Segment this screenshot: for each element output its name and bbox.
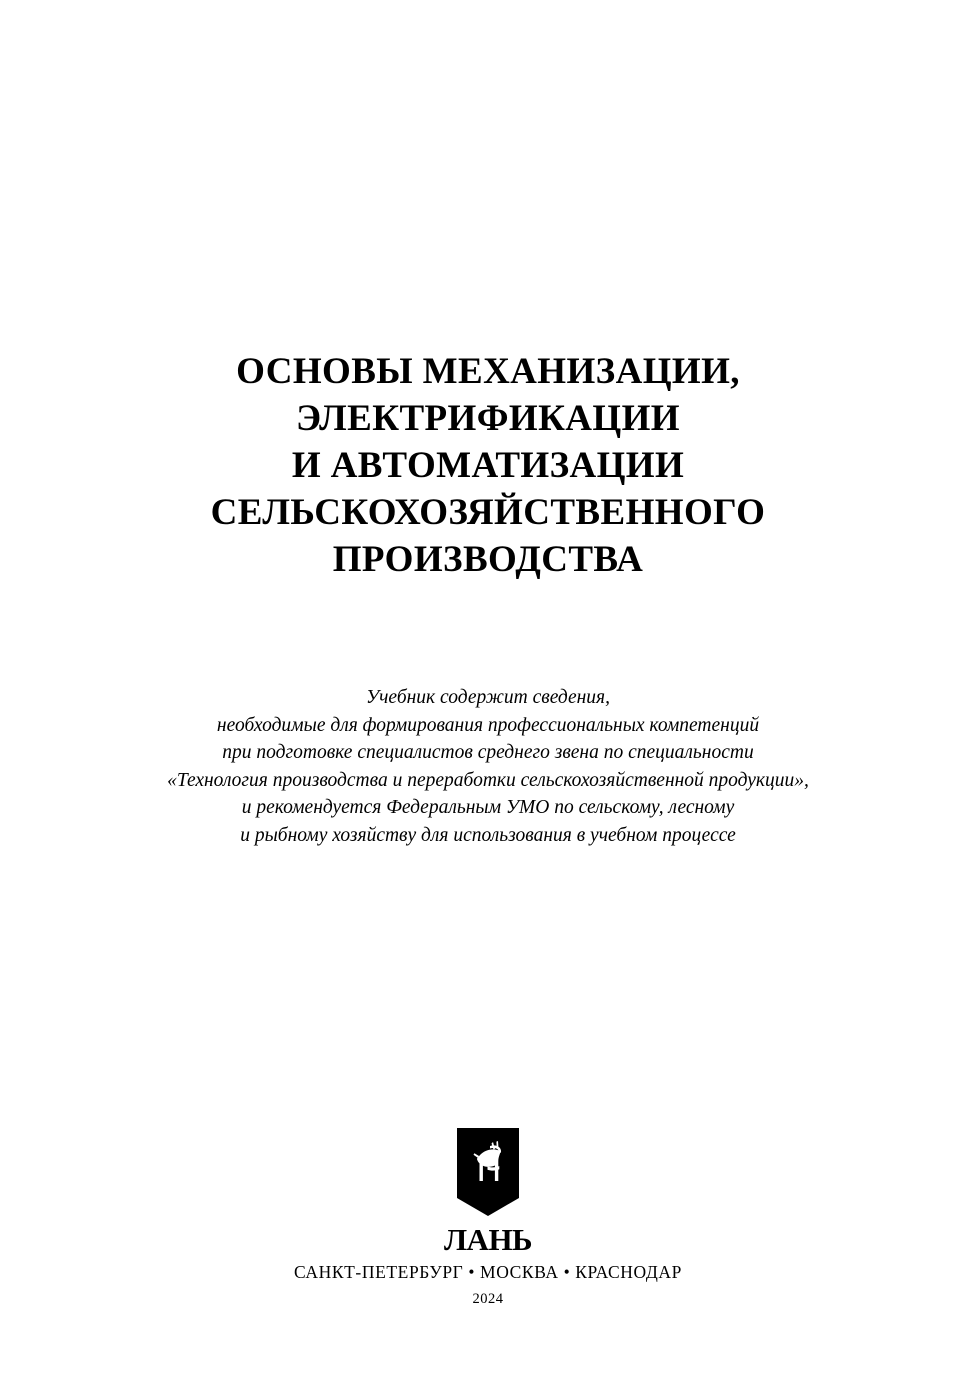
lan-deer-logo-icon — [457, 1128, 519, 1216]
annotation-line-6: и рыбному хозяйству для использования в учебном процессе — [240, 824, 736, 846]
annotation-line-2: необходимые для формирования профессиональных компетенций — [216, 714, 760, 736]
publication-year: 2024 — [472, 1291, 504, 1307]
title-line-2: ЭЛЕКТРИФИКАЦИИ — [296, 398, 680, 439]
title-line-4: СЕЛЬСКОХОЗЯЙСТВЕННОГО — [210, 492, 766, 533]
title-line-5: ПРОИЗВОДСТВА — [332, 539, 644, 580]
annotation — [0, 684, 976, 849]
title-line-1: ОСНОВЫ МЕХАНИЗАЦИИ, — [236, 351, 740, 392]
title-line-3: И АВТОМАТИЗАЦИИ — [291, 445, 685, 486]
publisher-logo — [0, 1128, 976, 1257]
annotation-line-5: и рекомендуется Федеральным УМО по сельскому, лесному — [241, 797, 735, 818]
publisher-name: ЛАНЬ — [443, 1222, 533, 1257]
annotation-line-3: при подготовке специалистов среднего звена по специальности — [222, 742, 754, 763]
annotation-line-1: Учебник содержит сведения, — [366, 687, 610, 708]
publisher-cities: САНКТ-ПЕТЕРБУРГ • МОСКВА • КРАСНОДАР — [293, 1262, 682, 1282]
page-title — [0, 348, 976, 583]
annotation-line-4: «Технология производства и переработки сельскохозяйственной продукции», — [167, 769, 809, 791]
